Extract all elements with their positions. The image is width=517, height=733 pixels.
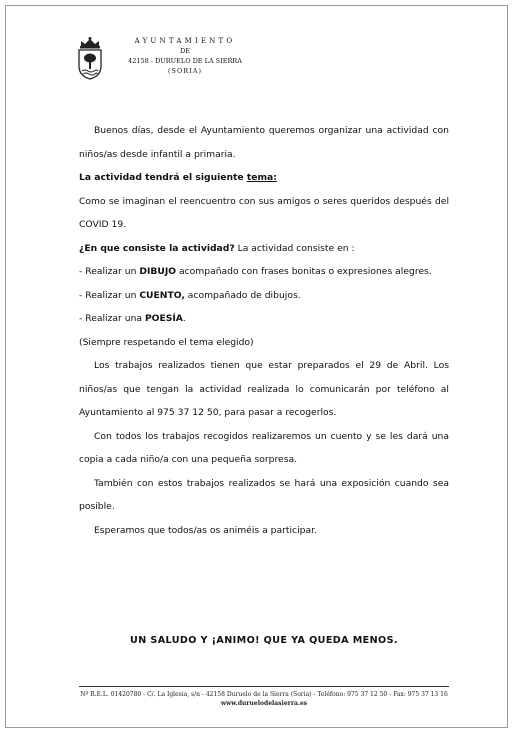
paragraph-theme: Como se imaginan el reencuentro con sus amigos o seres queridos después del COVID 19. [79, 195, 449, 230]
letterhead-province: (SORIA) [167, 67, 202, 75]
letterhead [76, 36, 276, 86]
paragraph-encourage: Esperamos que todos/as os animéis a participar. [94, 524, 317, 536]
list-item-poesia [79, 307, 449, 331]
theme-heading-text: La actividad tendrá el siguiente [79, 172, 247, 183]
letterhead-title: AYUNTAMIENTO [134, 37, 236, 45]
list-item-dibujo [79, 260, 449, 284]
letterhead-town: 42158 - DURUELO DE LA SIERRA [128, 57, 242, 65]
letterhead-de: DE [180, 47, 190, 55]
paragraph-note: (Siempre respetando el tema elegido) [79, 336, 254, 348]
paragraph-story: Con todos los trabajos recogidos realizaremos un cuento y se les dará una copia a cada niño/a con una pequeña sorpresa. [79, 430, 449, 465]
item-prefix: - Realizar una [79, 313, 145, 324]
letterhead-text [110, 36, 260, 76]
document-page [5, 5, 508, 728]
footer-address: Nº R.E.L. 01420780 - C/. La Iglesia, s/n - 42158 Duruelo de la Sierra (Soria) - Teléfono: 975 37 12 50 - Fax: 975 37 13 16 [80, 691, 448, 698]
coat-of-arms-icon [76, 36, 104, 80]
paragraph-exhibition: También con estos trabajos realizados se hará una exposición cuando sea posible. [79, 477, 449, 512]
theme-heading-underlined: tema: [246, 172, 277, 183]
paragraph-theme-heading [79, 166, 449, 190]
item-keyword: CUENTO, [139, 289, 185, 301]
paragraph-question [79, 237, 449, 261]
paragraph-deadline: Los trabajos realizados tienen que estar preparados el 29 de Abril. Los niños/as que tengan la actividad realizada lo comunicarán por teléfono al Ayuntamiento al 975 37 12 50, para pasar a recogerlos. [79, 360, 449, 418]
item-keyword: DIBUJO [139, 266, 177, 277]
question-text: ¿En que consiste la actividad? [79, 242, 235, 254]
item-prefix: - Realizar un [79, 266, 140, 277]
footer-website: www.duruelodelasierra.es [220, 700, 308, 707]
item-suffix: acompañado de dibujos. [184, 289, 301, 301]
paragraph-intro: Buenos días, desde el Ayuntamiento queremos organizar una actividad con niños/as desde infantil a primaria. [79, 125, 449, 160]
list-item-cuento [79, 284, 449, 308]
letter-body [79, 119, 449, 646]
item-suffix: acompañado con frases bonitas o expresiones alegres. [176, 266, 432, 277]
closing-greeting: UN SALUDO Y ¡ANIMO! QUE YA QUEDA MENOS. [130, 635, 398, 646]
item-keyword: POESÍA [144, 313, 183, 324]
footer [79, 686, 449, 708]
item-prefix: - Realizar un [79, 289, 140, 301]
question-answer: La actividad consiste en : [234, 242, 355, 254]
item-suffix: . [182, 313, 186, 324]
